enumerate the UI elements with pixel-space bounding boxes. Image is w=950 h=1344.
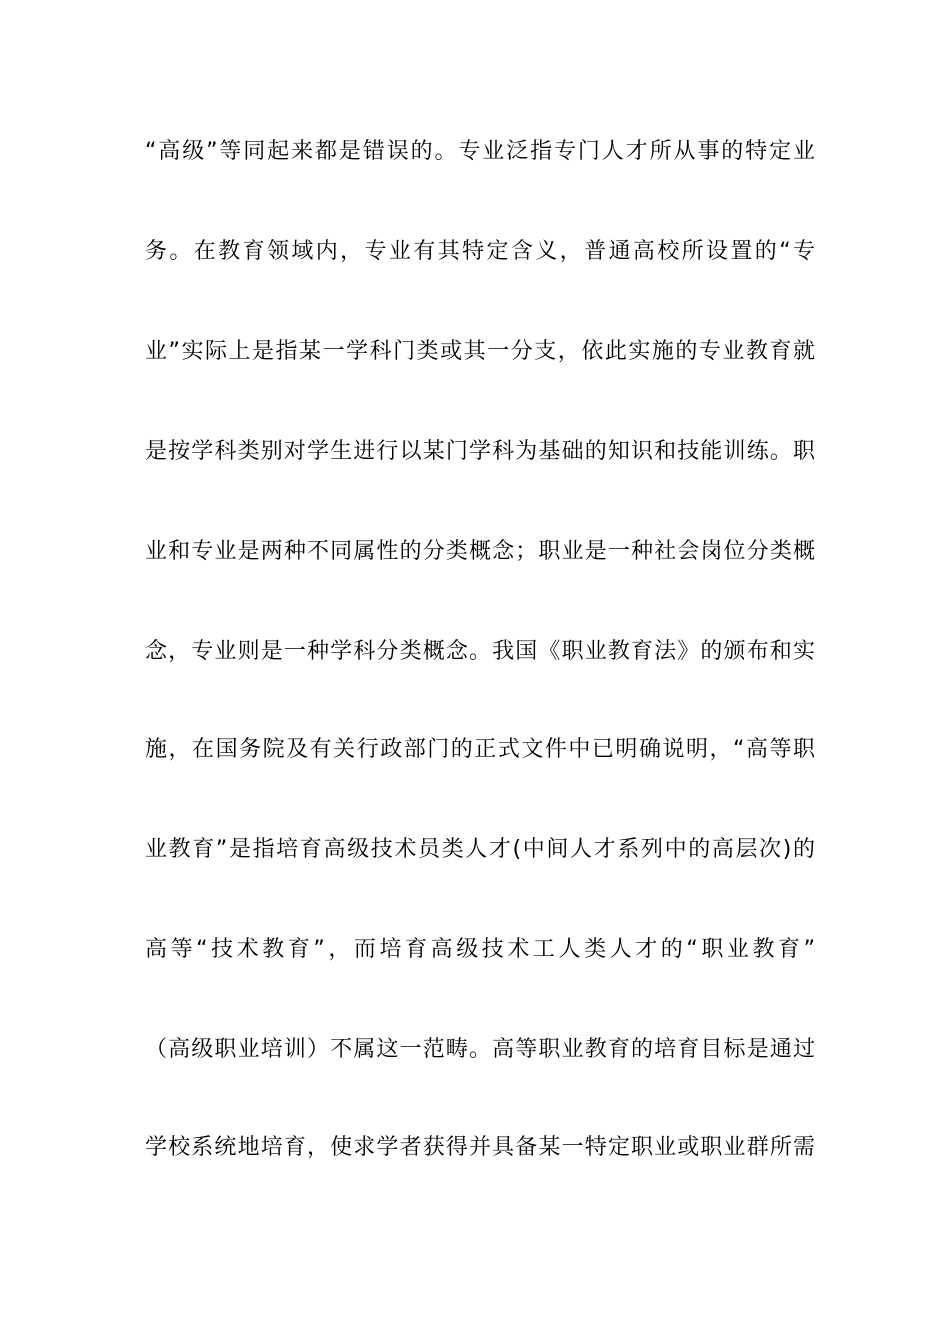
paragraph-line: 高等“技术教育”，而培育高级技术工人类人才的“职业教育” <box>145 937 815 962</box>
paragraph-line: 学校系统地培育，使求学者获得并具备某一特定职业或职业群所需 <box>145 1135 815 1160</box>
paragraph-line: 是按学科类别对学生进行以某门学科为基础的知识和技能训练。职 <box>145 439 815 464</box>
paragraph-line: 务。在教育领域内，专业有其特定含义，普通高校所设置的“专 <box>145 239 815 264</box>
paragraph-line: 业教育”是指培育高级技术员类人才(中间人才系列中的高层次)的 <box>145 837 815 862</box>
paragraph-line: “高级”等同起来都是错误的。专业泛指专门人才所从事的特定业 <box>145 139 815 164</box>
paragraph-line: （高级职业培训）不属这一范畴。高等职业教育的培育目标是通过 <box>145 1037 815 1062</box>
paragraph-line: 施，在国务院及有关行政部门的正式文件中已明确说明，“高等职 <box>145 737 815 762</box>
paragraph-line: 念，专业则是一种学科分类概念。我国《职业教育法》的颁布和实 <box>145 639 815 664</box>
paragraph-line: 业和专业是两种不同属性的分类概念；职业是一种社会岗位分类概 <box>145 539 815 564</box>
paragraph-line: 业”实际上是指某一学科门类或其一分支，依此实施的专业教育就 <box>145 339 815 364</box>
